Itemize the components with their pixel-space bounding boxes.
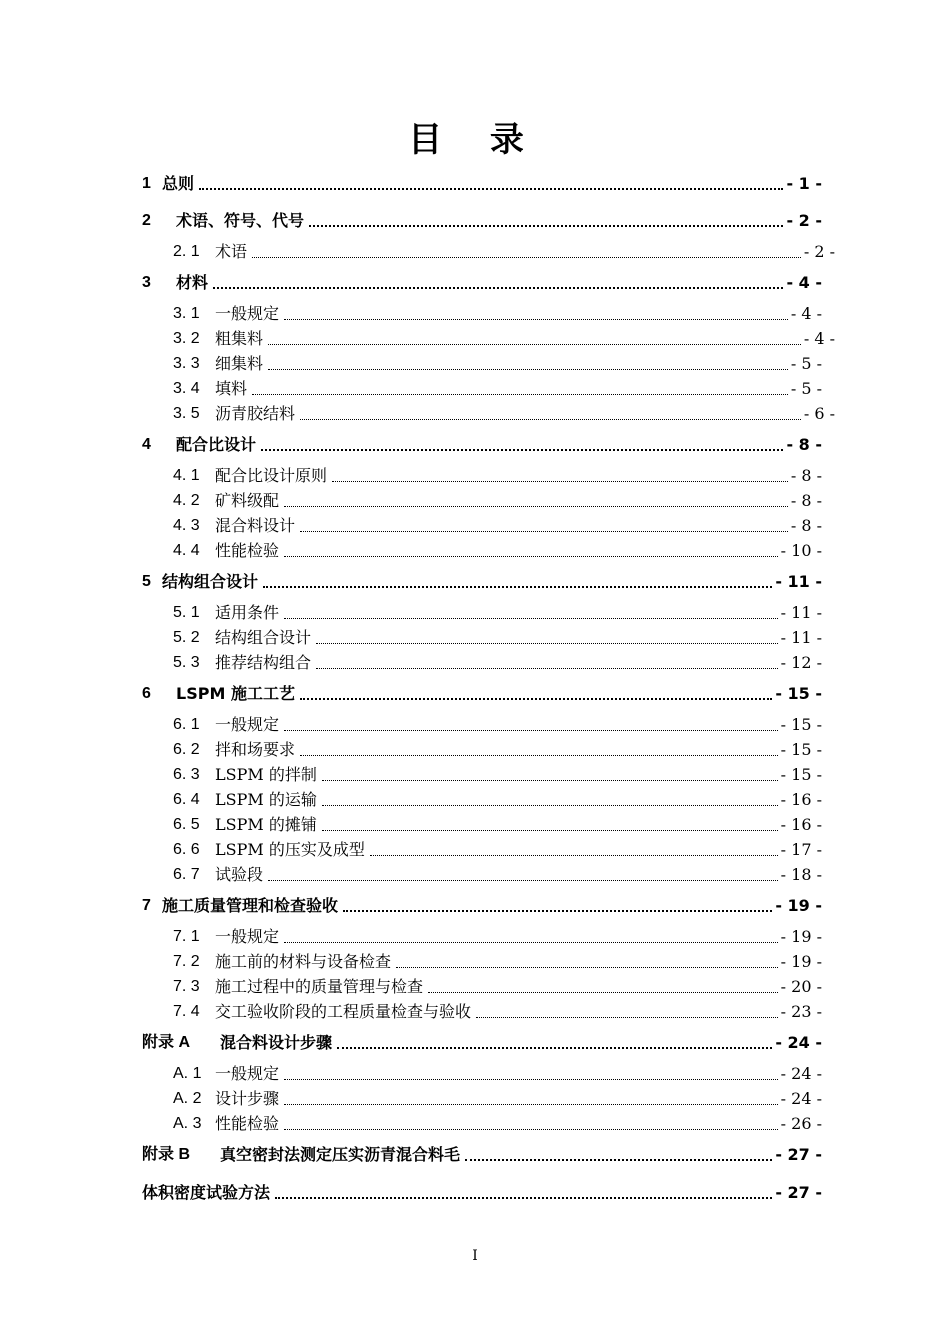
toc-entry-4-2[interactable]: [173, 489, 822, 513]
dot-leader: [316, 667, 778, 669]
toc-entry-4[interactable]: [142, 433, 822, 457]
toc-entry-text: LSPM 的拌制: [215, 765, 317, 784]
dot-leader: [284, 617, 778, 619]
toc-entry-page: - 20 -: [780, 977, 822, 996]
dot-leader: [284, 941, 778, 943]
toc-entry-text: 真空密封法测定压实沥青混合料毛: [220, 1145, 461, 1164]
toc-entry-3-4[interactable]: [173, 377, 822, 401]
toc-entry-text: LSPM 的摊铺: [215, 815, 317, 834]
toc-entry-text: 填料: [215, 379, 248, 398]
toc-entry-a-3[interactable]: [173, 1112, 822, 1136]
toc-entry-text: 结构组合设计: [162, 572, 259, 591]
toc-entry-text: 施工质量管理和检查验收: [162, 896, 339, 915]
toc-entry-text: 术语: [215, 242, 248, 261]
toc-entry-a-1[interactable]: [173, 1062, 822, 1086]
toc-entry-number: 4: [142, 436, 151, 453]
toc-entry-page: - 5 -: [790, 379, 822, 398]
toc-entry-page: - 4 -: [786, 273, 822, 292]
toc-entry-text: 性能检验: [215, 541, 280, 560]
toc-entry-number: 4. 3: [173, 517, 200, 534]
dot-leader: [261, 448, 783, 451]
dot-leader: [275, 1196, 772, 1199]
toc-entry-6[interactable]: [142, 682, 822, 706]
dot-leader: [370, 854, 778, 856]
toc-entry-3-1[interactable]: [173, 302, 822, 326]
toc-entry-4-4[interactable]: [173, 539, 822, 563]
toc-entry-number: 5. 2: [173, 629, 200, 646]
toc-entry-page: - 18 -: [780, 865, 822, 884]
toc-entry-number: 3. 2: [173, 330, 200, 347]
toc-entry-number: 7. 3: [173, 978, 200, 995]
toc-entry-page: - 4 -: [803, 329, 835, 348]
dot-leader: [300, 754, 778, 756]
toc-entry-text: LSPM 的压实及成型: [215, 840, 365, 859]
dot-leader: [309, 224, 783, 227]
dot-leader: [263, 585, 772, 588]
dot-leader: [252, 256, 801, 258]
toc-entry-text: 一般规定: [215, 715, 280, 734]
toc-entry-number: 3. 3: [173, 355, 200, 372]
toc-entry-number: 6. 3: [173, 766, 200, 783]
toc-entry-text: 施工前的材料与设备检查: [215, 952, 392, 971]
toc-entry-text: 拌和场要求: [215, 740, 296, 759]
toc-entry-page: - 8 -: [790, 466, 822, 485]
toc-entry-4-1[interactable]: [173, 464, 822, 488]
toc-entry-7-4[interactable]: [173, 1000, 822, 1024]
toc-entry-page: - 10 -: [780, 541, 822, 560]
toc-entry-2-1[interactable]: [173, 240, 835, 264]
toc-entry-text: 性能检验: [215, 1114, 280, 1133]
dot-leader: [284, 1128, 778, 1130]
toc-entry-text: LSPM 施工工艺: [176, 684, 295, 703]
dot-leader: [428, 991, 778, 993]
toc-entry-text: LSPM 的运输: [215, 790, 317, 809]
toc-entry-page: - 24 -: [780, 1089, 822, 1108]
toc-entry-text: 推荐结构组合: [215, 653, 312, 672]
toc-entry-appendix-b-continued[interactable]: [142, 1181, 822, 1205]
toc-entry-number: 2: [142, 212, 151, 229]
toc-entry-page: - 15 -: [775, 684, 822, 703]
toc-entry-page: - 15 -: [780, 765, 822, 784]
dot-leader: [300, 418, 801, 420]
toc-entry-3-5[interactable]: [173, 402, 835, 426]
toc-entry-number: 6. 7: [173, 866, 200, 883]
toc-entry-5[interactable]: [142, 570, 822, 594]
toc-entry-text: 沥青胶结料: [215, 404, 296, 423]
toc-entry-text: 一般规定: [215, 927, 280, 946]
toc-entry-page: - 27 -: [775, 1183, 822, 1202]
toc-entry-page: - 27 -: [775, 1145, 822, 1164]
toc-entry-number: 5. 1: [173, 604, 200, 621]
toc-entry-page: - 2 -: [786, 211, 822, 230]
toc-entry-text: 施工过程中的质量管理与检查: [215, 977, 424, 996]
toc-entry-6-6[interactable]: [173, 838, 822, 862]
dot-leader: [396, 966, 778, 968]
toc-entry-page: - 19 -: [780, 927, 822, 946]
toc-entry-number: 2. 1: [173, 243, 200, 260]
toc-entry-number: 5: [142, 573, 151, 590]
toc-entry-page: - 24 -: [780, 1064, 822, 1083]
toc-entry-number: 4. 1: [173, 467, 200, 484]
toc-entry-number: 5. 3: [173, 654, 200, 671]
toc-entry-6-7[interactable]: [173, 863, 822, 887]
dot-leader: [268, 879, 778, 881]
toc-entry-number: 3. 5: [173, 405, 200, 422]
page-number: I: [472, 1248, 478, 1264]
toc-entry-6-2[interactable]: [173, 738, 822, 762]
toc-entry-7-3[interactable]: [173, 975, 822, 999]
toc-entry-page: - 26 -: [780, 1114, 822, 1133]
toc-entry-number: 6. 5: [173, 816, 200, 833]
dot-leader: [343, 909, 772, 912]
dot-leader: [284, 318, 788, 320]
toc-entry-2[interactable]: [142, 209, 822, 233]
toc-entry-text: 混合料设计: [215, 516, 296, 535]
toc-entry-page: - 11 -: [775, 572, 822, 591]
toc-entry-5-1[interactable]: [173, 601, 822, 625]
toc-entry-text: 交工验收阶段的工程质量检查与验收: [215, 1002, 472, 1021]
toc-entry-1[interactable]: [142, 172, 822, 196]
toc-entry-page: - 19 -: [775, 896, 822, 915]
toc-entry-text: 一般规定: [215, 1064, 280, 1083]
toc-entry-5-2[interactable]: [173, 626, 822, 650]
toc-entry-page: - 15 -: [780, 740, 822, 759]
dot-leader: [284, 505, 788, 507]
toc-entry-6-5[interactable]: [173, 813, 822, 837]
toc-entry-number: 附录 B: [142, 1146, 191, 1163]
toc-entry-page: - 5 -: [790, 354, 822, 373]
dot-leader: [213, 286, 783, 289]
toc-entry-text: 材料: [176, 273, 209, 292]
toc-entry-7-1[interactable]: [173, 925, 822, 949]
dot-leader: [268, 343, 801, 345]
toc-entry-page: - 11 -: [780, 628, 822, 647]
dot-leader: [316, 642, 778, 644]
toc-entry-7[interactable]: [142, 894, 822, 918]
toc-entry-page: - 8 -: [790, 516, 822, 535]
toc-entry-number: 7. 1: [173, 928, 200, 945]
toc-entry-page: - 11 -: [780, 603, 822, 622]
toc-entry-text: 术语、符号、代号: [176, 211, 305, 230]
dot-leader: [284, 1078, 778, 1080]
toc-entry-page: - 2 -: [803, 242, 835, 261]
toc-entry-number: 7. 4: [173, 1003, 200, 1020]
dot-leader: [268, 368, 788, 370]
toc-entry-page: - 16 -: [780, 790, 822, 809]
toc-entry-page: - 12 -: [780, 653, 822, 672]
dot-leader: [322, 804, 778, 806]
toc-entry-6-4[interactable]: [173, 788, 822, 812]
toc-entry-number: 6. 2: [173, 741, 200, 758]
toc-entry-number: 6. 1: [173, 716, 200, 733]
dot-leader: [252, 393, 788, 395]
dot-leader: [199, 187, 783, 190]
toc-entry-text: 混合料设计步骤: [220, 1033, 333, 1052]
toc-entry-number: 7. 2: [173, 953, 200, 970]
dot-leader: [322, 779, 778, 781]
toc-entry-text: 总则: [162, 174, 195, 193]
toc-entry-page: - 1 -: [786, 174, 822, 193]
dot-leader: [465, 1158, 772, 1161]
toc-entry-number: 3. 4: [173, 380, 200, 397]
toc-entry-number: A. 2: [173, 1090, 202, 1107]
toc-entry-number: 7: [142, 897, 151, 914]
toc-entry-page: - 16 -: [780, 815, 822, 834]
toc-entry-text: 体积密度试验方法: [142, 1183, 271, 1202]
toc-entry-3-2[interactable]: [173, 327, 835, 351]
toc-entry-page: - 6 -: [803, 404, 835, 423]
toc-entry-5-3[interactable]: [173, 651, 822, 675]
toc-entry-page: - 8 -: [786, 435, 822, 454]
toc-entry-number: 6. 6: [173, 841, 200, 858]
dot-leader: [284, 555, 778, 557]
toc-entry-page: - 19 -: [780, 952, 822, 971]
toc-entry-text: 一般规定: [215, 304, 280, 323]
dot-leader: [300, 697, 772, 700]
toc-entry-number: 6. 4: [173, 791, 200, 808]
toc-entry-3-3[interactable]: [173, 352, 822, 376]
toc-entry-page: - 23 -: [780, 1002, 822, 1021]
toc-entry-number: 4. 4: [173, 542, 200, 559]
toc-entry-text: 矿料级配: [215, 491, 280, 510]
toc-entry-6-1[interactable]: [173, 713, 822, 737]
toc-entry-text: 配合比设计: [176, 435, 257, 454]
toc-entry-number: 3. 1: [173, 305, 200, 322]
dot-leader: [284, 729, 778, 731]
toc-entry-text: 适用条件: [215, 603, 280, 622]
toc-entry-page: - 17 -: [780, 840, 822, 859]
dot-leader: [337, 1046, 772, 1049]
dot-leader: [332, 480, 788, 482]
dot-leader: [322, 829, 778, 831]
toc-entry-6-3[interactable]: [173, 763, 822, 787]
toc-entry-number: 6: [142, 685, 151, 702]
toc-entry-text: 细集料: [215, 354, 264, 373]
dot-leader: [284, 1103, 778, 1105]
toc-entry-number: 1: [142, 175, 151, 192]
toc-entry-page: - 24 -: [775, 1033, 822, 1052]
toc-entry-page: - 4 -: [790, 304, 822, 323]
toc-entry-3[interactable]: [142, 271, 822, 295]
dot-leader: [476, 1016, 778, 1018]
toc-entry-text: 粗集料: [215, 329, 264, 348]
toc-title: 目 录: [408, 120, 542, 160]
toc-entry-page: - 15 -: [780, 715, 822, 734]
toc-entry-text: 设计步骤: [215, 1089, 280, 1108]
toc-entry-7-2[interactable]: [173, 950, 822, 974]
toc-entry-page: - 8 -: [790, 491, 822, 510]
toc-entry-text: 结构组合设计: [215, 628, 312, 647]
toc-entry-text: 试验段: [215, 865, 264, 884]
toc-entry-number: 3: [142, 274, 151, 291]
toc-entry-text: 配合比设计原则: [215, 466, 328, 485]
toc-entry-4-3[interactable]: [173, 514, 822, 538]
toc-entry-a-2[interactable]: [173, 1087, 822, 1111]
toc-entry-appendix-a[interactable]: [142, 1031, 822, 1055]
toc-entry-number: 附录 A: [142, 1034, 191, 1051]
toc-entry-appendix-b[interactable]: [142, 1143, 822, 1167]
toc-entry-number: 4. 2: [173, 492, 200, 509]
toc-entry-number: A. 3: [173, 1115, 202, 1132]
toc-entry-number: A. 1: [173, 1065, 202, 1082]
dot-leader: [300, 530, 788, 532]
